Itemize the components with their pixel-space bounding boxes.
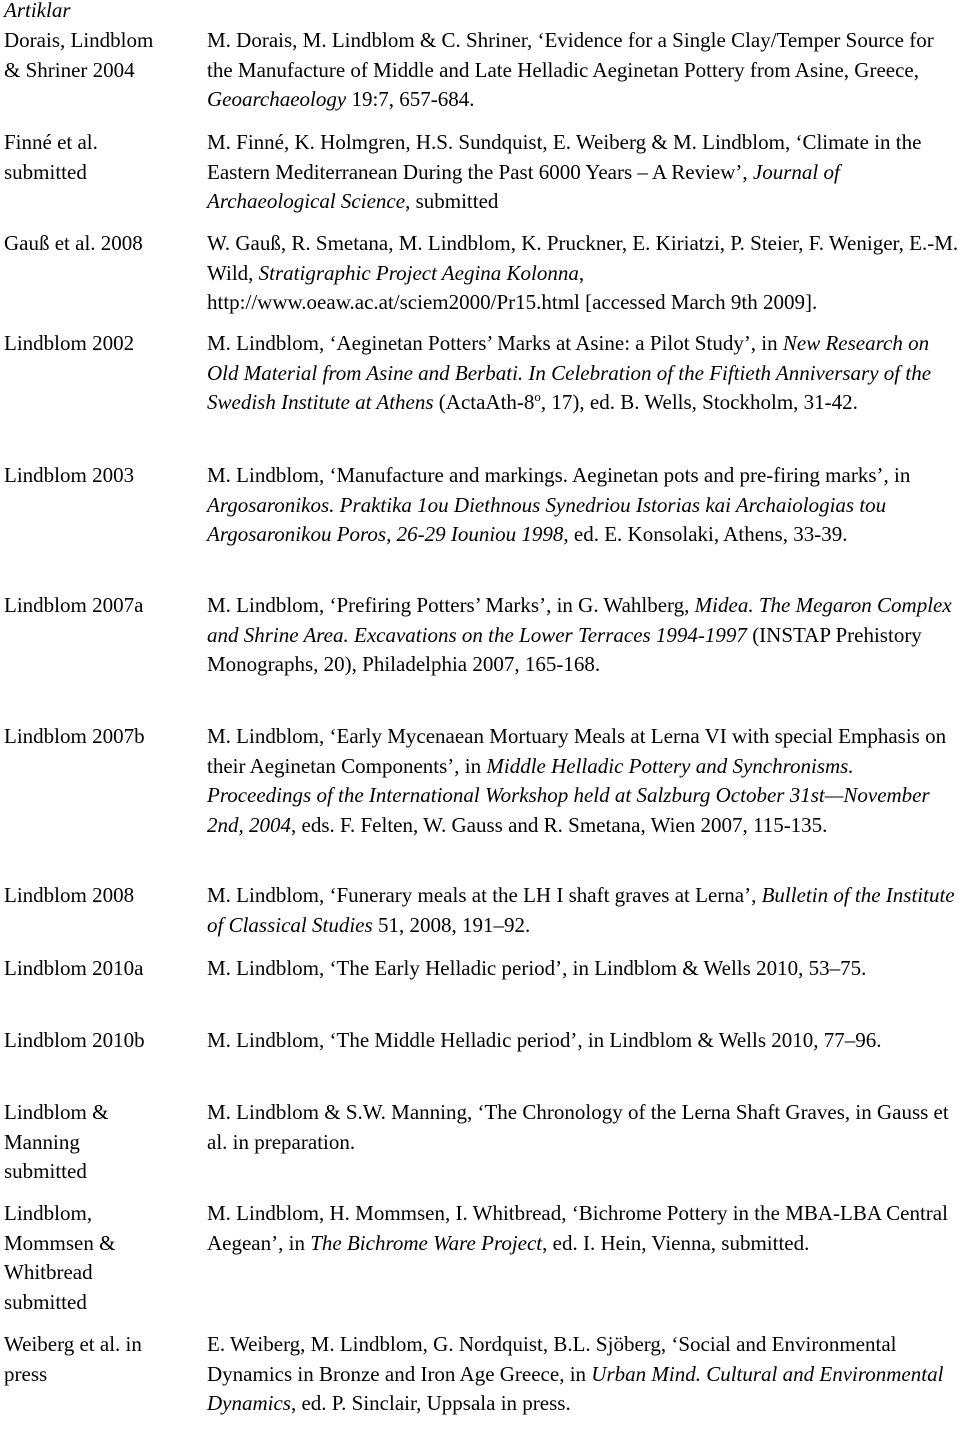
- reference-segment: M. Lindblom, H. Mommsen, I. Whitbread, ‘Bichrome Pottery in the MBA-LBA Central Aegean’, in: [207, 1201, 948, 1255]
- citation-key: Lindblom 2010b: [4, 1028, 145, 1052]
- italic-title: Bulletin of the Institute of Classical Studies: [207, 883, 955, 937]
- reference-segment: W. Gauß, R. Smetana, M. Lindblom, K. Pruckner, E. Kiriatzi, P. Steier, F. Weniger, E.-M. Wild,: [207, 231, 959, 285]
- reference-segment: , ed. E. Konsolaki, Athens, 33-39.: [563, 522, 848, 546]
- italic-title: New Research on Old Material from Asine and Berbati. In Celebration of the Fiftieth Anniversary of the Swedish Institute at Athens: [207, 331, 932, 414]
- reference-segment: M. Dorais, M. Lindblom & C. Shriner, ‘Evidence for a Single Clay/Temper Source for the Manufacture of Middle and Late Helladic Aeginetan Pottery from Asine, Greece,: [207, 28, 934, 82]
- reference-text: [207, 1026, 959, 1056]
- citation-key: Finné et al. submitted: [4, 130, 98, 184]
- citation-key: Lindblom 2007b: [4, 724, 145, 748]
- reference-text: [207, 591, 959, 680]
- reference-segment: , ed. I. Hein, Vienna, submitted.: [542, 1230, 810, 1255]
- reference-text: [207, 26, 959, 115]
- section-heading: Artiklar: [4, 0, 71, 22]
- reference-text: [207, 1330, 959, 1419]
- reference-segment: M. Lindblom, ‘Aeginetan Potters’ Marks at Asine: a Pilot Study’, in: [207, 331, 783, 355]
- italic-title: Midea. The Megaron Complex and Shrine Area. Excavations on the Lower Terraces 1994-1997: [207, 593, 952, 647]
- reference-segment: M. Lindblom, ‘Prefiring Potters’ Marks’, in G. Wahlberg,: [207, 593, 695, 617]
- italic-title: Stratigraphic Project Aegina Kolonna: [258, 260, 579, 285]
- reference-segment: , http://www.oeaw.ac.at/sciem2000/Pr15.html [accessed March 9th 2009].: [207, 260, 818, 314]
- italic-title: Urban Mind. Cultural and Environmental Dynamics: [207, 1361, 944, 1415]
- reference-segment: , submitted: [405, 189, 499, 213]
- reference-text: [207, 128, 959, 217]
- citation-key: Weiberg et al. in press: [4, 1332, 142, 1386]
- reference-segment: M. Finné, K. Holmgren, H.S. Sundquist, E. Weiberg & M. Lindblom, ‘Climate in the Eastern Mediterranean During the Past 6000 Years – A Review’,: [207, 130, 922, 184]
- reference-segment: M. Lindblom, ‘Manufacture and markings. Aeginetan pots and pre-firing marks’, in: [207, 463, 911, 487]
- reference-segment: M. Lindblom, ‘The Early Helladic period’, in Lindblom & Wells 2010, 53–75.: [207, 956, 867, 980]
- citation-key: Lindblom, Mommsen & Whitbread submitted: [4, 1201, 116, 1314]
- citation-key: Lindblom 2003: [4, 463, 135, 487]
- citation-key: Gauß et al. 2008: [4, 231, 143, 255]
- reference-segment: 51, 2008, 191–92.: [372, 912, 531, 937]
- reference-segment: M. Lindblom, ‘The Middle Helladic period’, in Lindblom & Wells 2010, 77–96.: [207, 1028, 882, 1052]
- italic-title: Middle Helladic Pottery and Synchronisms. Proceedings of the International Workshop held at Salzburg October 31st—November 2nd, 2004: [207, 753, 930, 837]
- citation-key: Lindblom 2002: [4, 331, 135, 355]
- reference-segment: M. Lindblom, ‘Early Mycenaean Mortuary Meals at Lerna VI with special Emphasis on their Aeginetan Components’, in: [207, 724, 947, 778]
- citation-key: Dorais, Lindblom & Shriner 2004: [4, 28, 154, 82]
- citation-key: Lindblom & Manning submitted: [4, 1100, 109, 1183]
- reference-text: [207, 722, 959, 840]
- citation-key: Lindblom 2008: [4, 883, 135, 907]
- italic-title: The Bichrome Ware Project: [310, 1230, 543, 1255]
- citation-key: Lindblom 2007a: [4, 593, 144, 617]
- reference-segment: M. Lindblom, ‘Funerary meals at the LH I shaft graves at Lerna’,: [207, 883, 762, 907]
- italic-title: Journal of Archaeological Science: [207, 159, 840, 213]
- reference-text: [207, 329, 959, 418]
- reference-segment: E. Weiberg, M. Lindblom, G. Nordquist, B.L. Sjöberg, ‘Social and Environmental Dynamics in Bronze and Iron Age Greece, in: [207, 1332, 897, 1386]
- reference-text: [207, 881, 959, 940]
- reference-text: [207, 1199, 959, 1258]
- reference-text: [207, 1098, 959, 1157]
- italic-title: Argosaronikos. Praktika 1ou Diethnous Synedriou Istorias kai Archaiologias tou Argosaronikou Poros, 26-29 Iouniou 1998: [207, 492, 887, 546]
- reference-segment: , ed. P. Sinclair, Uppsala in press.: [290, 1391, 571, 1415]
- superscript-text: o: [534, 389, 541, 404]
- reference-segment: M. Lindblom & S.W. Manning, ‘The Chronology of the Lerna Shaft Graves, in Gauss et al. in preparation.: [207, 1100, 949, 1154]
- citation-key: Lindblom 2010a: [4, 956, 144, 980]
- reference-segment: 19:7, 657-684.: [346, 87, 475, 111]
- reference-text: [207, 954, 959, 984]
- reference-segment: , 17), ed. B. Wells, Stockholm, 31-42.: [540, 390, 858, 414]
- italic-title: Geoarchaeology: [207, 87, 347, 111]
- reference-text: [207, 229, 959, 318]
- reference-segment: , eds. F. Felten, W. Gauss and R. Smetana, Wien 2007, 115-135.: [291, 812, 828, 837]
- reference-text: [207, 461, 959, 550]
- reference-segment: (ActaAth-8: [433, 390, 535, 414]
- reference-segment: (INSTAP Prehistory Monographs, 20), Philadelphia 2007, 165-168.: [207, 622, 922, 676]
